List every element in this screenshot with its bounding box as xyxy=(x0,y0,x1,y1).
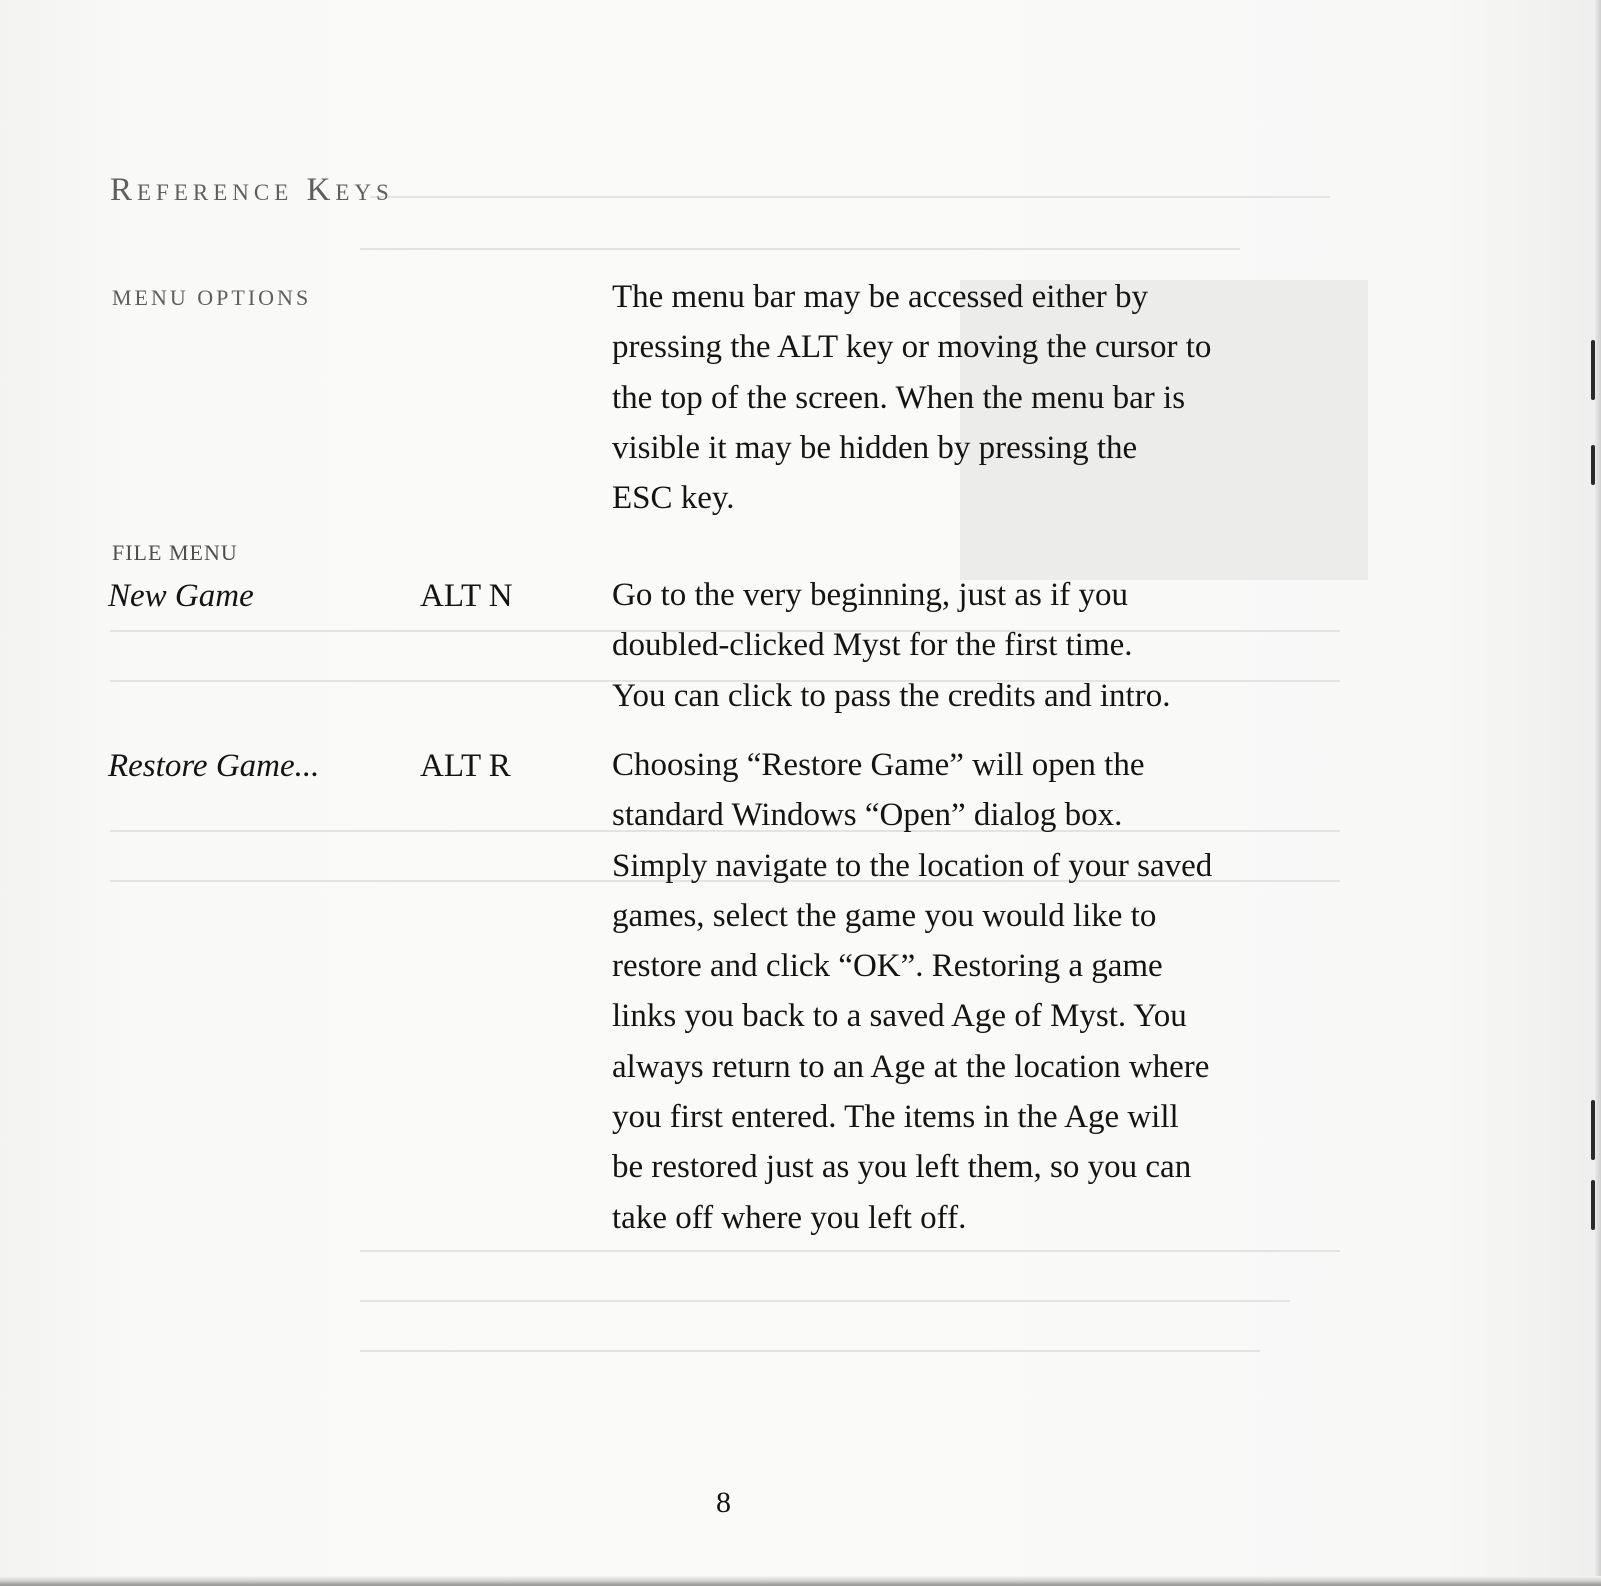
new-game-shortcut: ALT N xyxy=(420,578,513,614)
text-line: links you back to a saved Age of Myst. You xyxy=(612,998,1187,1035)
text-line: pressing the ALT key or moving the cursor to xyxy=(612,329,1212,366)
section-title: Reference Keys xyxy=(110,172,394,208)
text-line: You can click to pass the credits and intro. xyxy=(612,677,1171,714)
text-line: take off where you left off. xyxy=(612,1199,967,1236)
restore-game-label: Restore Game... xyxy=(108,748,320,784)
file-menu-heading: FILE MENU xyxy=(112,540,238,565)
text-line: Simply navigate to the location of your saved xyxy=(612,847,1213,884)
restore-game-shortcut: ALT R xyxy=(420,748,511,784)
page-bottom-edge xyxy=(0,1576,1601,1586)
page-number: 8 xyxy=(716,1486,731,1519)
bleed-through-line xyxy=(360,1250,1340,1252)
new-game-description xyxy=(612,570,1382,721)
text-line: the top of the screen. When the menu bar is xyxy=(612,379,1186,416)
text-line: standard Windows “Open” dialog box. xyxy=(612,797,1123,834)
text-line: Go to the very beginning, just as if you xyxy=(612,577,1129,613)
text-line: visible it may be hidden by pressing the xyxy=(612,429,1138,466)
text-line: you first entered. The items in the Age will xyxy=(612,1099,1179,1136)
page-right-edge xyxy=(1595,0,1601,1586)
new-game-label: New Game xyxy=(108,578,254,614)
bleed-through-line xyxy=(360,1300,1290,1302)
restore-game-description xyxy=(612,740,1382,1243)
text-line: The menu bar may be accessed either by xyxy=(612,279,1149,315)
menu-options-heading: MENU OPTIONS xyxy=(112,285,312,310)
bleed-through-line xyxy=(360,1350,1260,1352)
text-line: games, select the game you would like to xyxy=(612,897,1157,934)
text-line: be restored just as you left them, so you can xyxy=(612,1149,1192,1186)
text-line: always return to an Age at the location where xyxy=(612,1048,1210,1085)
text-line: Choosing “Restore Game” will open the xyxy=(612,747,1145,783)
text-line: ESC key. xyxy=(612,480,735,517)
text-line: doubled-clicked Myst for the first time. xyxy=(612,627,1133,664)
bleed-through-line xyxy=(370,196,1330,198)
bleed-through-line xyxy=(360,248,1240,250)
text-line: restore and click “OK”. Restoring a game xyxy=(612,948,1163,985)
menu-options-description xyxy=(612,272,1382,523)
